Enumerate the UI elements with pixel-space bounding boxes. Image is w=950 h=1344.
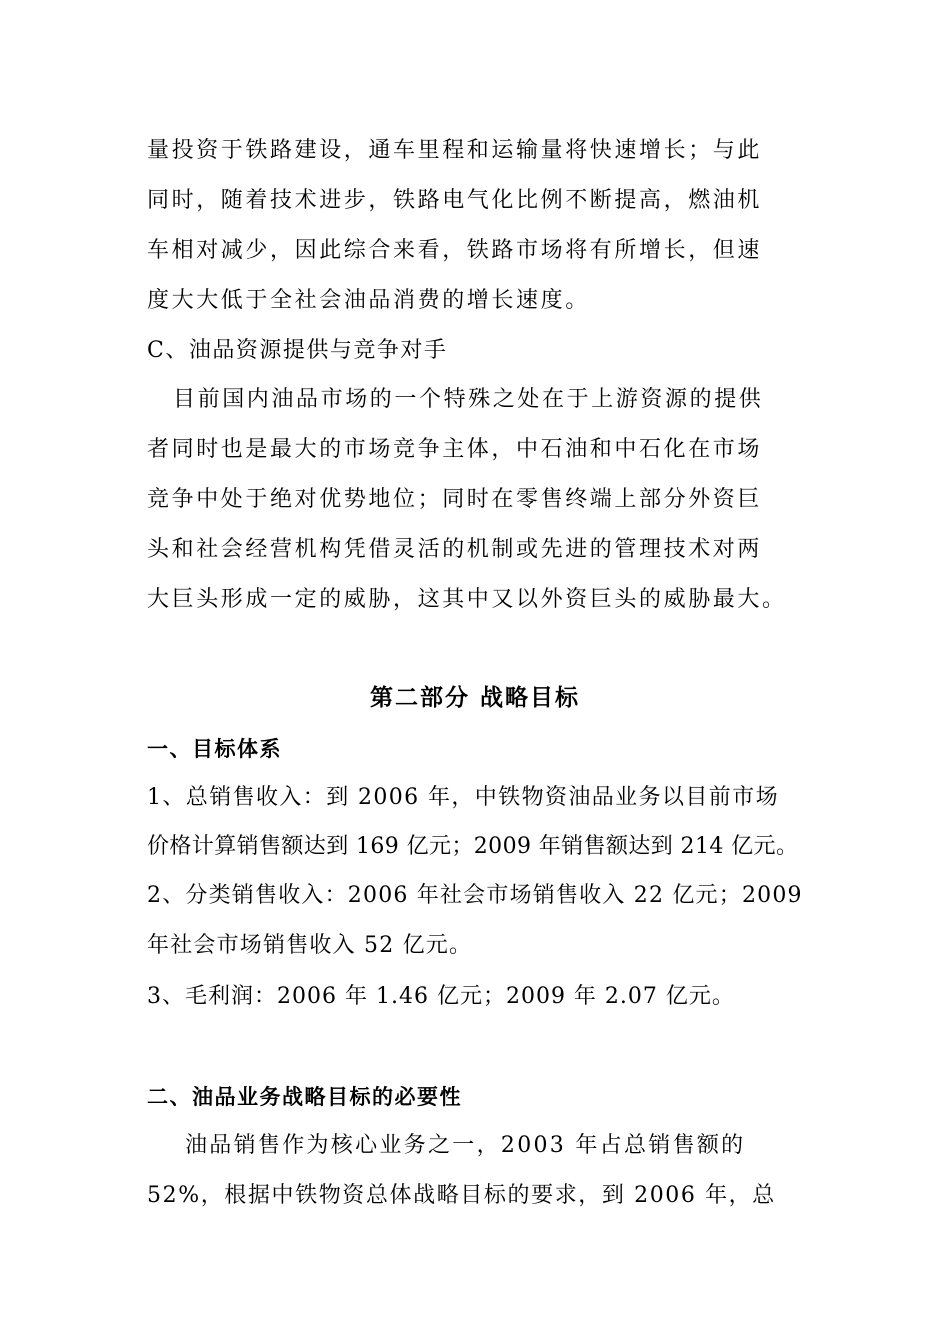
paragraph-line: 车相对减少，因此综合来看，铁路市场将有所增长，但速 <box>147 238 763 263</box>
goal-line: 2、分类销售收入：2006 年社会市场销售收入 22 亿元；2009 <box>147 883 803 908</box>
paragraph-line: 大巨头形成一定的威胁，这其中又以外资巨头的威胁最大。 <box>147 587 787 612</box>
paragraph-line: 目前国内油品市场的一个特殊之处在于上游资源的提供 <box>173 387 764 412</box>
part-title: 第二部分 战略目标 <box>369 684 580 711</box>
section-c-title: C、油品资源提供与竞争对手 <box>147 338 448 363</box>
paragraph-line: 者同时也是最大的市场竞争主体，中石油和中石化在市场 <box>147 437 763 462</box>
paragraph-line: 竞争中处于绝对优势地位；同时在零售终端上部分外资巨 <box>147 487 763 512</box>
paragraph-line: 头和社会经营机构凭借灵活的机制或先进的管理技术对两 <box>147 537 763 562</box>
goal-line: 3、毛利润：2006 年 1.46 亿元；2009 年 2.07 亿元。 <box>147 984 735 1009</box>
paragraph-line: 52%，根据中铁物资总体战略目标的要求，到 2006 年，总 <box>147 1183 776 1208</box>
paragraph-line: 同时，随着技术进步，铁路电气化比例不断提高，燃油机 <box>147 188 763 213</box>
paragraph-line: 度大大低于全社会油品消费的增长速度。 <box>147 288 590 313</box>
section-title: 二、油品业务战略目标的必要性 <box>147 1084 462 1109</box>
goal-line: 年社会市场销售收入 52 亿元。 <box>147 933 473 958</box>
paragraph-line: 油品销售作为核心业务之一，2003 年占总销售额的 <box>185 1133 746 1158</box>
goal-line: 1、总销售收入：到 2006 年，中铁物资油品业务以目前市场 <box>147 785 779 810</box>
paragraph-line: 量投资于铁路建设，通车里程和运输量将快速增长；与此 <box>147 138 763 163</box>
section-title: 一、目标体系 <box>147 736 282 761</box>
goal-line: 价格计算销售额达到 169 亿元；2009 年销售额达到 214 亿元。 <box>147 834 799 859</box>
